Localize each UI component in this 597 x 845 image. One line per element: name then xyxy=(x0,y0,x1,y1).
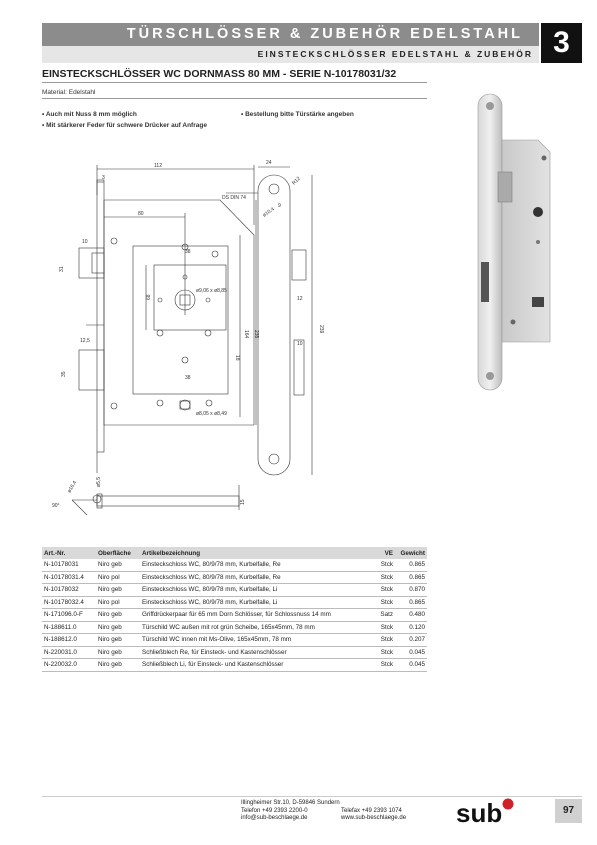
cell-oberflaeche: Niro geb xyxy=(96,584,140,597)
cell-bezeichnung: Einsteckschloss WC, 80/9/78 mm, Kurbelfalle, Re xyxy=(140,559,373,571)
chapter-subtitle: EINSTECKSCHLÖSSER EDELSTAHL & ZUBEHÖR xyxy=(257,49,533,59)
dim-24: 24 xyxy=(266,160,272,166)
footer-email[interactable]: info@sub-beschlaege.de xyxy=(241,815,308,821)
cell-art-nr: N-10178031 xyxy=(42,559,96,571)
cell-art-nr: N-10178032 xyxy=(42,584,96,597)
table-header-row xyxy=(42,547,427,559)
cell-oberflaeche: Niro geb xyxy=(96,621,140,634)
cell-oberflaeche: Niro geb xyxy=(96,559,140,571)
logo-red-dot xyxy=(503,799,514,810)
material-text: Material: Edelstahl xyxy=(42,89,96,96)
dim-12-5: 12,5 xyxy=(80,338,90,344)
bullet-nuss: • Auch mit Nuss 8 mm möglich xyxy=(42,111,137,118)
chapter-subheader xyxy=(42,46,539,63)
footer-address: Illingheimer Str.10, D-59846 Sundern xyxy=(241,800,340,806)
dim-12: 12 xyxy=(297,296,303,302)
sub-logo xyxy=(455,797,517,827)
footer-web[interactable]: www.sub-beschlaege.de xyxy=(341,815,407,821)
cell-bezeichnung: Türschild WC außen mit rot grün Scheibe, 165x45mm, 78 mm xyxy=(140,621,373,634)
table-row xyxy=(42,634,427,647)
table-row xyxy=(42,609,427,622)
cell-bezeichnung: Schließblech Li, für Einsteck- und Kastenschlösser xyxy=(140,659,373,672)
cell-gewicht: 0.045 xyxy=(395,659,427,672)
cell-oberflaeche: Niro geb xyxy=(96,646,140,659)
parts-table xyxy=(42,547,427,672)
chapter-header xyxy=(42,23,539,46)
table-row xyxy=(42,571,427,584)
footer-address-right xyxy=(341,808,406,823)
dim-3: 3 xyxy=(102,175,105,181)
technical-drawing xyxy=(42,155,342,540)
cell-ve: Stck xyxy=(373,559,395,571)
col-ve: VE xyxy=(373,547,395,559)
table-row xyxy=(42,621,427,634)
cell-gewicht: 0.870 xyxy=(395,584,427,597)
cell-bezeichnung: Einsteckschloss WC, 80/9/78 mm, Kurbelfalle, Li xyxy=(140,584,373,597)
product-photo xyxy=(468,92,558,392)
dim-68: 68 xyxy=(146,294,152,300)
dim-35: 35 xyxy=(61,371,67,377)
title-divider xyxy=(42,82,427,83)
dim-235: 235 xyxy=(253,330,259,339)
cell-bezeichnung: Schließblech Re, für Einsteck- und Kastenschlösser xyxy=(140,646,373,659)
cell-ve: Stck xyxy=(373,646,395,659)
cell-gewicht: 0.045 xyxy=(395,646,427,659)
cell-gewicht: 0.865 xyxy=(395,571,427,584)
bullet-tuerstaerke: • Bestellung bitte Türstärke angeben xyxy=(241,111,354,118)
logo-text: sub xyxy=(456,798,503,827)
cell-ve: Stck xyxy=(373,634,395,647)
dim-15: 15 xyxy=(240,499,246,505)
dim-cyl-8: ø8,05 x ø8,49 xyxy=(196,411,227,417)
cell-oberflaeche: Niro geb xyxy=(96,659,140,672)
cell-gewicht: 0.865 xyxy=(395,559,427,571)
cell-art-nr: N-171096.0-F xyxy=(42,609,96,622)
cell-oberflaeche: Niro geb xyxy=(96,634,140,647)
dim-10: 10 xyxy=(82,239,88,245)
cell-art-nr: N-10178032.4 xyxy=(42,596,96,609)
col-art-nr: Art.-Nr. xyxy=(42,547,96,559)
cell-art-nr: N-220032.0 xyxy=(42,659,96,672)
dim-16-4: ø16,4 xyxy=(66,479,79,494)
page-number: 97 xyxy=(555,799,582,823)
dim-10-4: ø10,4 xyxy=(261,206,276,219)
footer-phone: Telefon +49 2393 2200-0 xyxy=(241,807,308,814)
col-artikelbezeichnung: Artikelbezeichnung xyxy=(140,547,373,559)
material-divider xyxy=(42,98,427,99)
cell-bezeichnung: Einsteckschloss WC, 80/9/78 mm, Kurbelfalle, Li xyxy=(140,596,373,609)
cell-bezeichnung: Einsteckschloss WC, 80/9/78 mm, Kurbelfalle, Re xyxy=(140,571,373,584)
col-gewicht: Gewicht xyxy=(395,547,427,559)
dim-31: 31 xyxy=(59,266,65,272)
dim-112: 112 xyxy=(154,163,162,169)
cell-ve: Stck xyxy=(373,659,395,672)
dim-164: 164 xyxy=(243,330,249,339)
dim-38-bottom: 38 xyxy=(185,375,191,381)
dim-r12: R12 xyxy=(291,175,302,187)
cell-gewicht: 0.865 xyxy=(395,596,427,609)
col-oberflaeche: Oberfläche xyxy=(96,547,140,559)
chapter-number: 3 xyxy=(541,23,582,63)
cell-art-nr: N-220031.0 xyxy=(42,646,96,659)
cell-art-nr: N-188612.0 xyxy=(42,634,96,647)
cell-art-nr: N-10178031.4 xyxy=(42,571,96,584)
dim-10-b: 10 xyxy=(297,341,303,347)
cell-bezeichnung: Griffdrückerpaar für 65 mm Dorn Schlösser, für Schlossnuss 14 mm xyxy=(140,609,373,622)
cell-ve: Satz xyxy=(373,609,395,622)
cell-gewicht: 0.207 xyxy=(395,634,427,647)
cell-oberflaeche: Niro pol xyxy=(96,571,140,584)
dim-nuss-9: ø9,06 x ø8,85 xyxy=(196,288,227,294)
table-row xyxy=(42,596,427,609)
bullet-feder: • Mit stärkerer Feder für schwere Drücker auf Anfrage xyxy=(42,122,207,129)
table-row xyxy=(42,646,427,659)
dim-ds-din-74: DS DIN 74 xyxy=(222,195,246,201)
table-row xyxy=(42,559,427,571)
dim-80: 80 xyxy=(138,211,144,217)
table-row xyxy=(42,584,427,597)
footer-address-left xyxy=(241,800,340,823)
dim-9: 9 xyxy=(278,203,281,209)
cell-ve: Stck xyxy=(373,584,395,597)
dim-239: 239 xyxy=(318,325,324,334)
footer-fax: Telefax +49 2393 1074 xyxy=(341,807,402,814)
table-row xyxy=(42,659,427,672)
cell-ve: Stck xyxy=(373,621,395,634)
dim-18: 18 xyxy=(234,355,240,361)
dim-90-deg: 90° xyxy=(52,503,60,509)
cell-ve: Stck xyxy=(373,596,395,609)
cell-bezeichnung: Türschild WC innen mit Ms-Olive, 165x45mm, 78 mm xyxy=(140,634,373,647)
dim-5-5: ø5,5 xyxy=(96,476,102,487)
dim-38-top: 38 xyxy=(185,249,191,255)
cell-oberflaeche: Niro geb xyxy=(96,609,140,622)
chapter-title: TÜRSCHLÖSSER & ZUBEHÖR EDELSTAHL xyxy=(126,26,523,42)
cell-ve: Stck xyxy=(373,571,395,584)
cell-gewicht: 0.120 xyxy=(395,621,427,634)
cell-oberflaeche: Niro pol xyxy=(96,596,140,609)
cell-gewicht: 0.480 xyxy=(395,609,427,622)
product-title: EINSTECKSCHLÖSSER WC DORNMASS 80 MM - SERIE N-10178031/32 xyxy=(42,68,397,80)
cell-art-nr: N-188611.0 xyxy=(42,621,96,634)
